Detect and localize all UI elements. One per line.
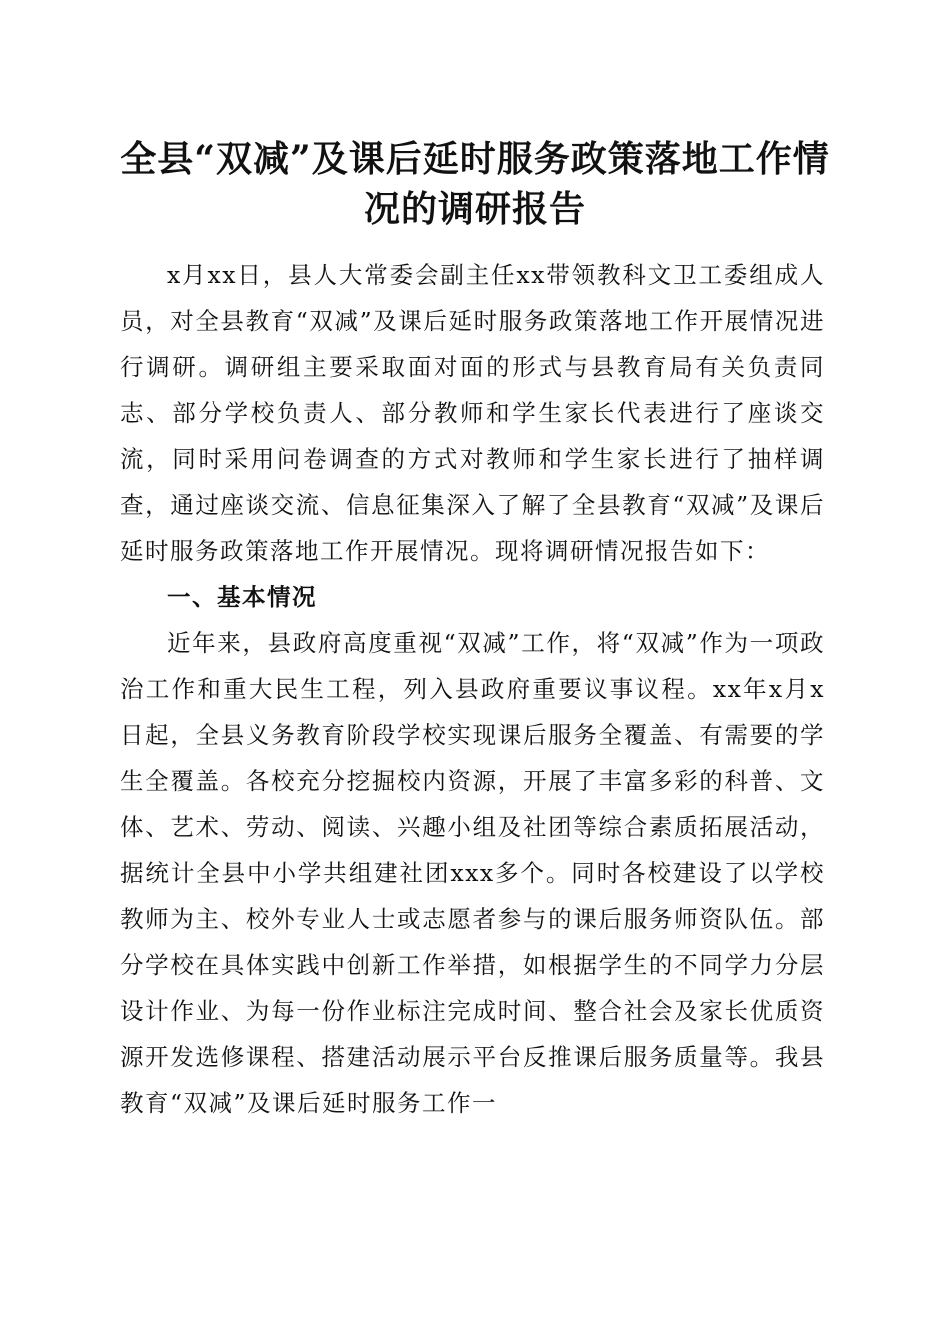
document-title <box>110 134 840 234</box>
title-line-2: 况的调研报告 <box>363 188 586 230</box>
intro-paragraph: x月xx日，县人大常委会副主任xx带领教科文卫工委组成人员，对全县教育“双减”及课后延时服务政策落地工作开展情况进行调研。调研组主要采取面对面的形式与县教育局有关负责同志、部分学校负责人、部分教师和学生家长代表进行了座谈交流，同时采用问卷调查的方式对教师和学生家长进行了抽样调查，通过座谈交流、信息征集深入了解了全县教育“双减”及课后延时服务政策落地工作开展情况。现将调研情况报告如下： <box>120 261 825 565</box>
section-paragraph: 近年来，县政府高度重视“双减”工作，将“双减”作为一项政治工作和重大民生工程，列入县政府重要议事议程。xx年x月x日起，全县义务教育阶段学校实现课后服务全覆盖、有需要的学生全覆盖。各校充分挖掘校内资源，开展了丰富多彩的科普、文体、艺术、劳动、阅读、兴趣小组及社团等综合素质拓展活动，据统计全县中小学共组建社团xxx多个。同时各校建设了以学校教师为主、校外专业人士或志愿者参与的课后服务师资队伍。部分学校在具体实践中创新工作举措，如根据学生的不同学力分层设计作业、为每一份作业标注完成时间、整合社会及家长优质资源开发选修课程、搭建活动展示平台反推课后服务质量等。我县教育“双减”及课后延时服务工作一 <box>120 629 825 1117</box>
section-heading-basic-situation: 一、基本情况 <box>167 583 317 611</box>
title-line-1: 全县“双减”及课后延时服务政策落地工作情 <box>120 138 830 180</box>
document-body <box>120 252 825 1126</box>
